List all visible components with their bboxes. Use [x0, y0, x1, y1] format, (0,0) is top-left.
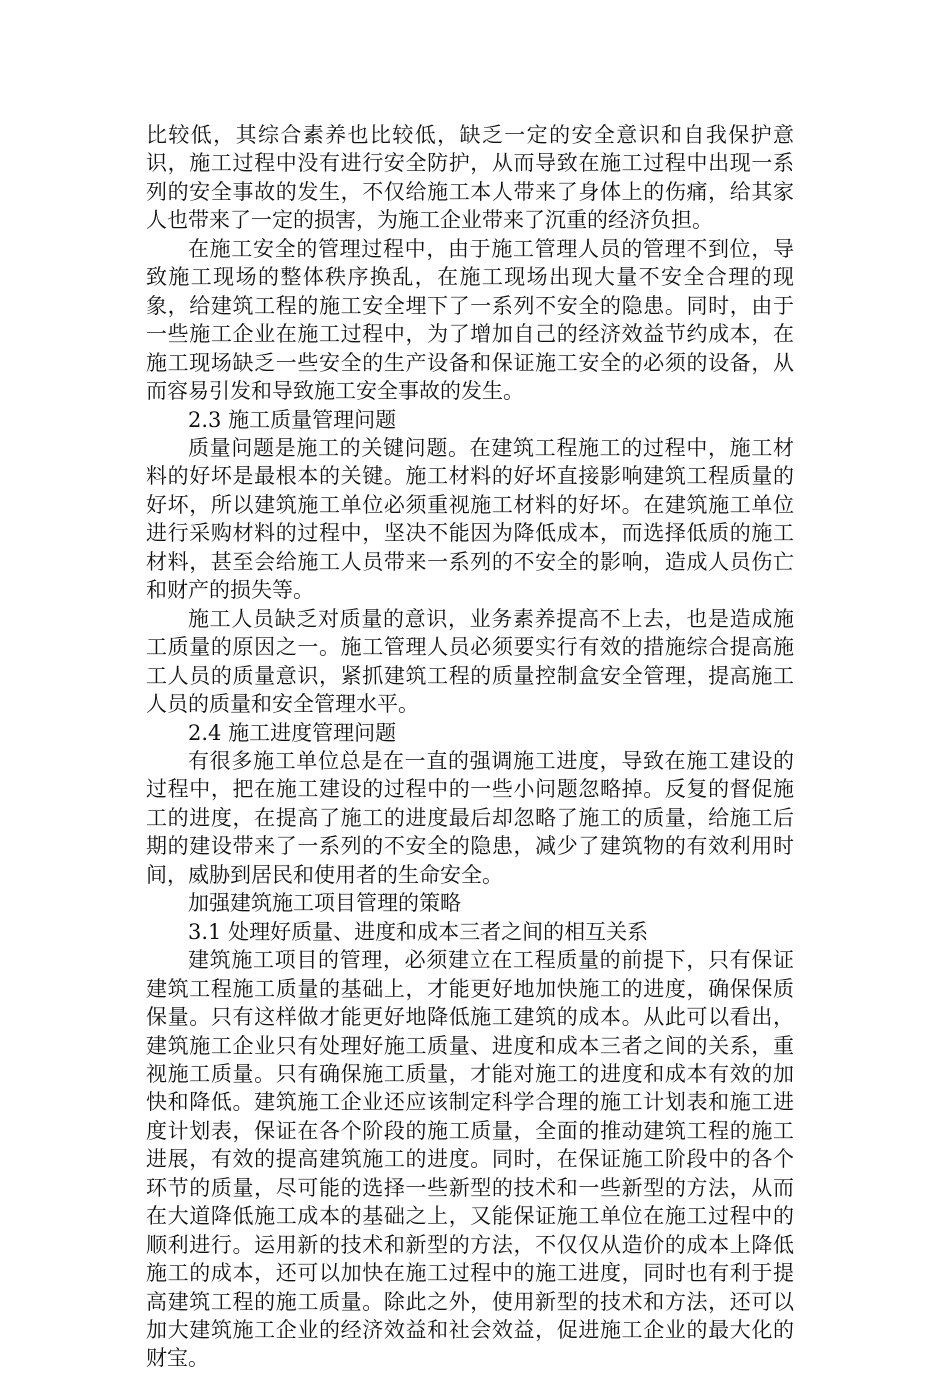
paragraph-quality-awareness: 施工人员缺乏对质量的意识，业务素养提高不上去，也是造成施工质量的原因之一。施工管理人员必须要实行有效的措施综合提高施工人员的质量意识，紧抓建筑工程的质量控制盒安全管理，提高施工人员的质量和安全管理水平。	[146, 606, 794, 717]
paragraph-safety-management: 在施工安全的管理过程中，由于施工管理人员的管理不到位，导致施工现场的整体秩序换乱，在施工现场出现大量不安全合理的现象，给建筑工程的施工安全埋下了一系列不安全的隐患。同时，由于一些施工企业在施工过程中，为了增加自己的经济效益节约成本，在施工现场缺乏一些安全的生产设备和保证施工安全的必须的设备，从而容易引发和导致施工安全事故的发生。	[146, 236, 794, 404]
paragraph-worker-safety-awareness: 比较低，其综合素养也比较低，缺乏一定的安全意识和自我保护意识，施工过程中没有进行安全防护，从而导致在施工过程中出现一系列的安全事故的发生，不仅给施工本人带来了身体上的伤痛，给其家人也带来了一定的损害，为施工企业带来了沉重的经济负担。	[146, 123, 794, 233]
paragraph-quality-schedule-cost: 建筑施工项目的管理，必须建立在工程质量的前提下，只有保证建筑工程施工质量的基础上，才能更好地加快施工的进度，确保保质保量。只有这样做才能更好地降低施工建筑的成本。从此可以看出，建筑施工企业只有处理好施工质量、进度和成本三者之间的关系，重视施工质量。只有确保施工质量，才能对施工的进度和成本有效的加快和降低。建筑施工企业还应该制定科学合理的施工计划表和施工进度计划表，保证在各个阶段的施工质量，全面的推动建筑工程的施工进展，有效的提高建筑施工的进度。同时，在保证施工阶段中的各个环节的质量，尽可能的选择一些新型的技术和一些新型的方法，从而在大道降低施工成本的基础之上，又能保证施工单位在施工过程中的顺利进行。运用新的技术和新型的方法，不仅仅从造价的成本上降低施工的成本，还可以加快在施工过程中的施工进度，同时也有利于提高建筑工程的施工质量。除此之外，使用新型的技术和方法，还可以加大建筑施工企业的经济效益和社会效益，促进施工企业的最大化的财宝。	[146, 948, 794, 1371]
section-heading-2-4: 2.4 施工进度管理问题	[188, 720, 397, 745]
document-body	[146, 121, 794, 1373]
paragraph-quality-materials: 质量问题是施工的关键问题。在建筑工程施工的过程中，施工材料的好坏是最根本的关键。施工材料的好坏直接影响建筑工程质量的好坏，所以建筑施工单位必须重视施工材料的好坏。在建筑施工单位进行采购材料的过程中，坚决不能因为降低成本，而选择低质的施工材料，甚至会给施工人员带来一系列的不安全的影响，造成人员伤亡和财产的损失等。	[146, 435, 794, 603]
section-heading-strategies: 加强建筑施工项目管理的策略	[188, 891, 461, 916]
section-heading-2-3: 2.3 施工质量管理问题	[188, 407, 397, 432]
section-heading-3-1: 3.1 处理好质量、进度和成本三者之间的相互关系	[188, 919, 649, 944]
paragraph-schedule-issues: 有很多施工单位总是在一直的强调施工进度，导致在施工建设的过程中，把在施工建设的过程中的一些小问题忽略掉。反复的督促施工的进度，在提高了施工的进度最后却忽略了施工的质量，给施工后期的建设带来了一系列的不安全的隐患，减少了建筑物的有效利用时间，威胁到居民和使用者的生命安全。	[146, 748, 794, 887]
